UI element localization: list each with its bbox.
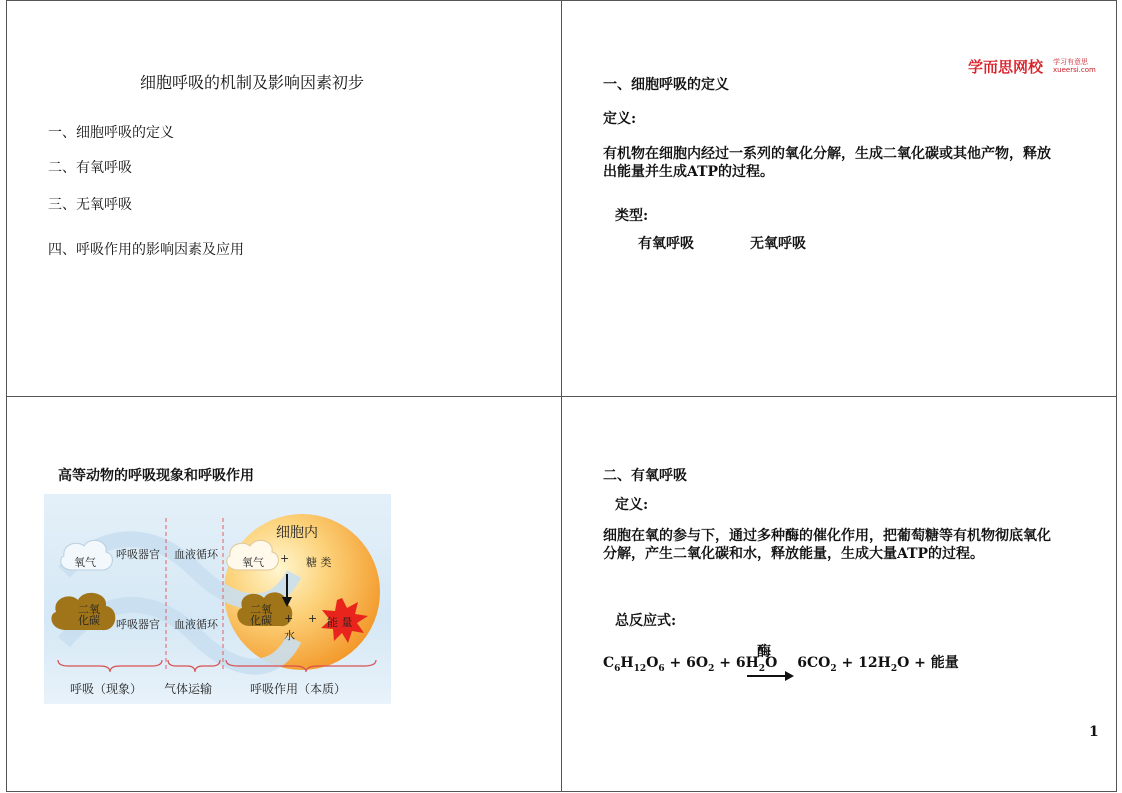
co2-left-line1: 二氧 <box>78 603 100 616</box>
slide1-title: 细胞呼吸的机制及影响因素初步 <box>140 73 365 92</box>
enzyme-label: 酶 <box>757 644 771 660</box>
blood-circulation-label-top: 血液循环 <box>174 548 218 561</box>
divider-horizontal <box>6 396 1117 397</box>
slide3-heading: 高等动物的呼吸现象和呼吸作用 <box>58 468 254 484</box>
logo-slogan: 学习有意思 <box>1053 58 1088 66</box>
brace-1 <box>58 660 162 672</box>
blood-circulation-label-bottom: 血液循环 <box>174 618 218 631</box>
plus-1: + <box>280 552 290 565</box>
co2-cell-line2: 化碳 <box>250 614 272 627</box>
water-label: 水 <box>284 629 295 642</box>
slide4-def-text: 细胞在氧的参与下，通过多种酶的催化作用，把葡萄糖等有机物彻底氧化分解，产生二氧化碳和水，释放能量，生成大量ATP的过程。 <box>603 528 1051 562</box>
oxygen-cell-label: 氧气 <box>242 556 264 569</box>
diagram-graphics <box>44 494 391 704</box>
co2-label-cell <box>250 604 272 626</box>
equation-reactants: $C_6H_{12}O_6 + 6O_2 + 6H_2O$ <box>603 655 778 674</box>
outline-item-4: 四、呼吸作用的影响因素及应用 <box>48 242 244 258</box>
page-number: 1 <box>1089 724 1099 740</box>
plus-3: + <box>308 612 318 625</box>
cell-label: 细胞内 <box>276 525 318 541</box>
outline-item-2: 二、有氧呼吸 <box>48 160 132 176</box>
slide4-def-label: 定义: <box>615 497 649 513</box>
respiratory-organ-label-bottom: 呼吸器官 <box>116 618 160 631</box>
reaction-arrow <box>747 670 795 682</box>
slide4-heading: 二、有氧呼吸 <box>603 468 687 484</box>
equation-energy: + 能量 <box>914 655 959 671</box>
equation-label: 总反应式: <box>615 613 677 629</box>
slide2-def-label: 定义: <box>603 111 637 127</box>
type-anaerobic: 无氧呼吸 <box>750 236 806 252</box>
co2-label-left <box>78 604 100 626</box>
slide2-heading: 一、细胞呼吸的定义 <box>603 77 729 93</box>
co2-left-line2: 化碳 <box>78 614 100 627</box>
slide2-def-text: 有机物在细胞内经过一系列的氧化分解，生成二氧化碳或其他产物，释放出能量并生成ATP的过程。 <box>603 146 1051 180</box>
outline-item-1: 一、细胞呼吸的定义 <box>48 125 174 141</box>
sugar-label: 糖 类 <box>306 556 332 569</box>
respiration-diagram <box>44 494 391 704</box>
slide2-types-label: 类型: <box>615 208 649 224</box>
caption-gas-transport: 气体运输 <box>164 682 213 696</box>
logo-url: xueersi.com <box>1053 66 1096 74</box>
brace-2 <box>168 660 220 672</box>
caption-essence: 呼吸作用（本质） <box>250 682 347 696</box>
respiratory-organ-label-top: 呼吸器官 <box>116 548 160 561</box>
type-aerobic: 有氧呼吸 <box>638 236 694 252</box>
co2-cell-line1: 二氧 <box>250 603 272 616</box>
plus-2: + <box>284 612 294 625</box>
caption-phenomenon: 呼吸（现象） <box>70 682 143 696</box>
outline-item-3: 三、无氧呼吸 <box>48 197 132 213</box>
energy-label: 能 量 <box>327 616 353 629</box>
oxygen-label: 氧气 <box>74 556 96 569</box>
equation-products: $6CO_2 + 12H_2O$ <box>797 655 915 674</box>
xueersi-logo <box>968 56 1096 77</box>
logo-main-text: 学而思网校 <box>968 58 1044 76</box>
